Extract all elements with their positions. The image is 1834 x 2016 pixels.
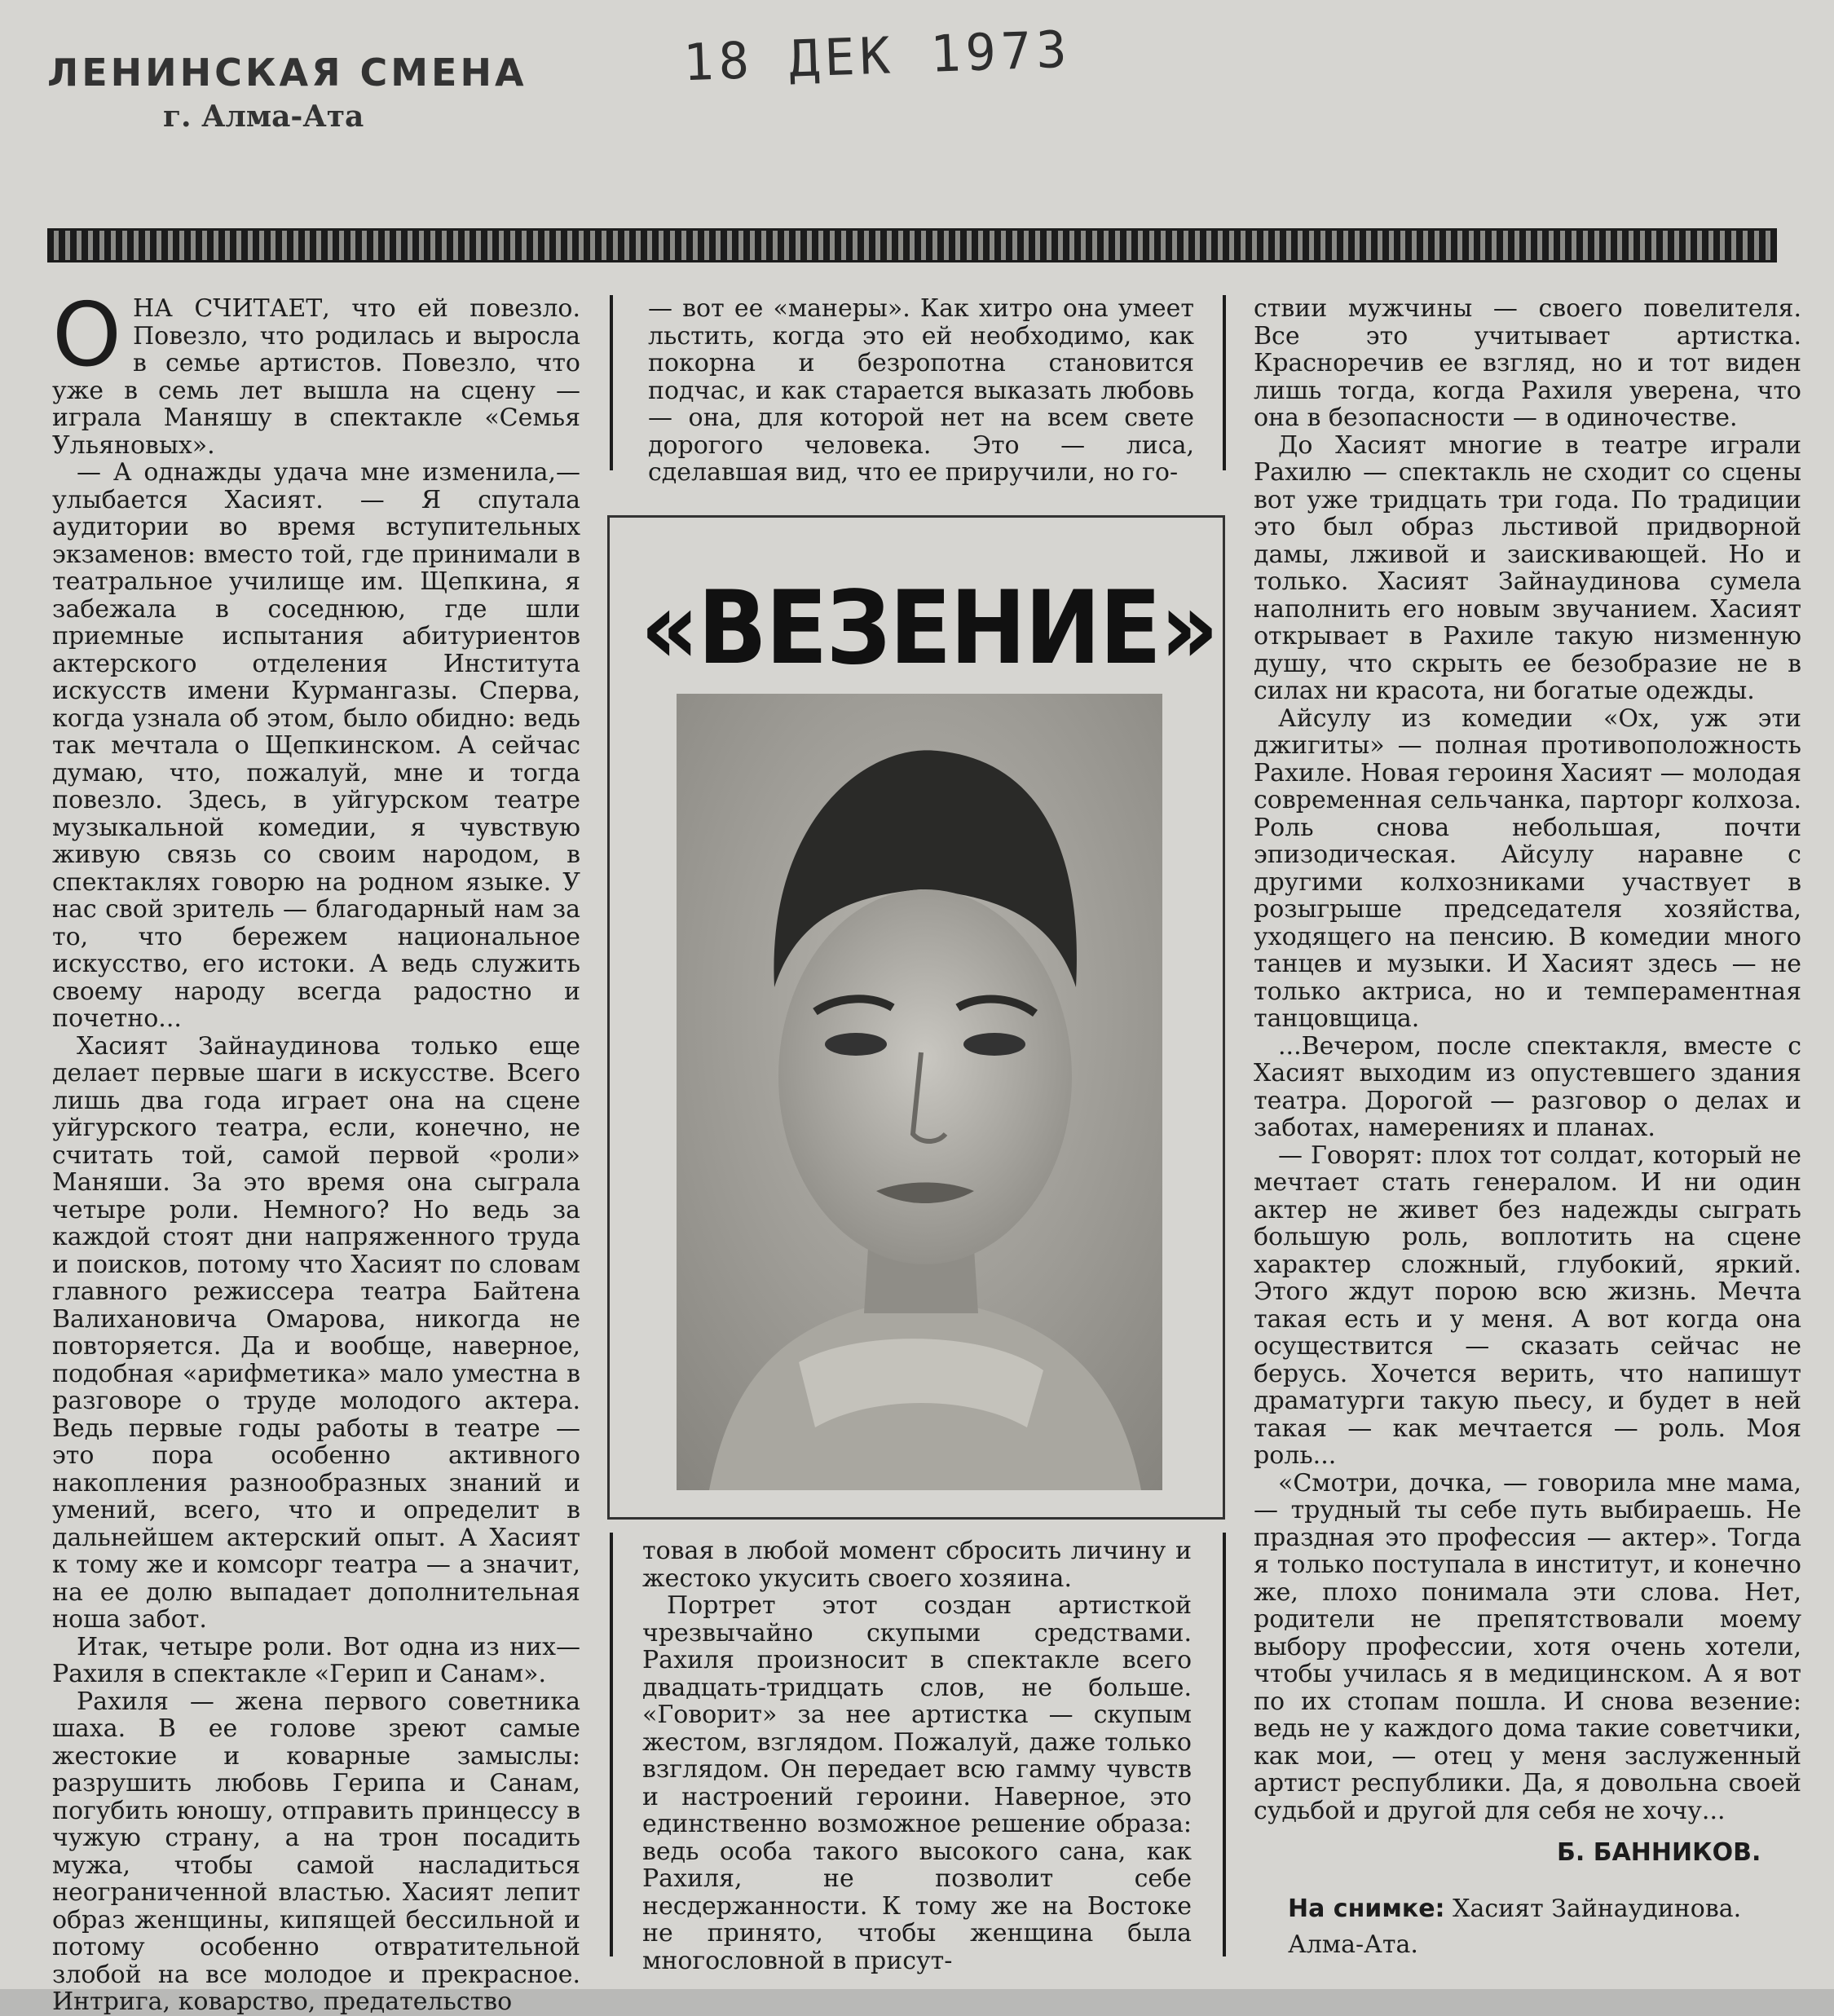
paragraph: Итак, четыре роли. Вот одна из них— Рахиля в спектакле «Герип и Санам».: [52, 1632, 580, 1688]
paragraph: Портрет этот создан артисткой чрезвычайно скупыми средствами. Рахиля произносит в спектакле всего двадцать-тридцать слов, не больше. «Говорит» за нее артистка — скупым жестом, взглядом. Пожалуй, даже только взглядом. Он передает всю гамму чувств и настроений героини. Наверное, это единственно возможное решение образа: ведь особа такого высокого сана, как Рахиля, не позволит себе несдержанности. К тому же на Востоке не принято, чтобы женщина была многословной в присут-: [642, 1591, 1192, 1975]
drop-cap: О: [52, 285, 122, 386]
paragraph: — А однажды удача мне изменила,— улыбается Хасият. — Я спутала аудитории во время вступительных экзаменов: вместо той, где принимали в театральное училище им. Щепкина, я забежала в соседнюю, где шли приемные испытания абитуриентов актерского отделения Института искусств имени Курмангазы. Сперва, когда узнала об этом, было обидно: ведь так мечтала о Щепкинском. А сейчас думаю, что, пожалуй, мне и тогда повезло. Здесь, в уйгурском театре музыкальной комедии, я чувствую живую связь со своим народом, в спектаклях говорю на родном языке. У нас свой зритель — благодарный нам за то, что бережем национальное искусство, его истоки. А ведь служить своему народу всегда радостно и почетно...: [52, 458, 580, 1033]
paragraph: товая в любой момент сбросить личину и жестоко укусить своего хозяина.: [642, 1537, 1192, 1593]
paragraph: — Говорят: плох тот солдат, который не мечтает стать генералом. И ни один актер не живет без надежды сыграть большую роль, воплотить на сцене характер сложный, глубокий, яркий. Этого ждут порою всю жизнь. Мечта такая есть и у меня. А вот когда она осуществится — сказать сейчас не берусь. Хочется верить, что напишут драматурги такую пьесу, и будет в ней такая — как мечтается — роль. Моя роль...: [1254, 1140, 1801, 1470]
author-signature: Б. БАННИКОВ.: [1557, 1838, 1761, 1867]
paragraph: НА СЧИТАЕТ, что ей повезло. Повезло, что родилась и выросла в семье артистов. Повезло, что уже в семь лет вышла на сцену — играла Маняшу в спектакле «Семья Ульяновых».: [52, 294, 580, 460]
caption-text: Хасият Зайнаудинова. Алма-Ата.: [1288, 1895, 1742, 1959]
paragraph: ...Вечером, после спектакля, вместе с Хасият выходим из опустевшего здания театра. Дорогой — разговор о делах и заботах, намерениях и планах.: [1254, 1031, 1801, 1142]
article-column-2-top: [648, 295, 1194, 487]
article-column-2-bottom: [642, 1537, 1192, 1974]
article-column-3: [1254, 295, 1801, 1824]
portrait-photo: [677, 694, 1162, 1490]
paragraph: — вот ее «манеры». Как хитро она умеет льстить, когда это ей необходимо, как покорна и безропотна становится подчас, и как старается выказать любовь — она, для которой нет на всем свете дорогого человека. Это — лиса, сделавшая вид, что ее приручили, но го-: [648, 294, 1194, 487]
newspaper-name-stamp: ЛЕНИНСКАЯ СМЕНА: [47, 51, 527, 95]
date-stamp: 18 ДЕК 1973: [681, 19, 1073, 93]
paragraph: Хасият Зайнаудинова только еще делает первые шаги в искусстве. Всего лишь два года играет она на сцене уйгурского театра, если, конечно, не считать той, самой первой «роли» Маняши. За это время она сыграла четыре роли. Немного? Но ведь за каждой стоят дни напряженного труда и поисков, потому что Хасият по словам главного режиссера театра Байтена Валихановича Омарова, никогда не повторяется. Да и вообще, наверное, подобная «арифметика» мало уместна в разговоре о труде молодого актера. Ведь первые годы работы в театре — это пора особенно активного накопления разнообразных знаний и умений, всего, что и определит в дальнейшем актерский опыт. А Хасият к тому же и комсорг театра — а значит, на ее долю выпадает дополнительная ноша забот.: [52, 1031, 580, 1634]
photo-caption: [1288, 1891, 1810, 1963]
caption-label: На снимке:: [1288, 1895, 1445, 1923]
paragraph: До Хасият многие в театре играли Рахилю — спектакль не сходит со сцены вот уже тридцать три года. По традиции это был образ льстивой придворной дамы, лживой и заискивающей. Но и только. Хасият Зайнаудинова сумела наполнить его новым звучанием. Хасият открывает в Рахиле такую низменную душу, что скрыть ее безобразие не в силах ни красота, ни богатые одежды.: [1254, 430, 1801, 705]
paragraph: ствии мужчины — своего повелителя. Все это учитывает артистка. Красноречив ее взгляд, но и тот виден лишь тогда, когда Рахиля уверена, что она в безопасности — в одиночестве.: [1254, 294, 1801, 432]
paragraph: «Смотри, дочка, — говорила мне мама, — трудный ты себе путь выбираешь. Не праздная это профессия — актер». Тогда я только поступала в институт, и конечно же, плохо понимала эти слова. Нет, родители не препятствовали моему выбору профессии, хотя очень хотели, чтобы училась я в медицинском. А я вот по их стопам пошла. И снова везение: ведь не у каждого дома такие советчики, как мои, — отец у меня заслуженный артист республики. Да, я довольна своей судьбой и другой для себя не хочу...: [1254, 1468, 1801, 1825]
column-divider: [610, 295, 613, 470]
decorative-rule-bar: [47, 228, 1777, 262]
portrait-illustration: [677, 694, 1162, 1490]
column-divider: [610, 1533, 613, 1956]
paragraph: Айсулу из комедии «Ох, уж эти джигиты» — полная противоположность Рахиле. Новая героиня Хасият — молодая современная сельчанка, парторг колхоза. Роль снова небольшая, почти эпизодическая. Айсулу наравне с другими колхозниками участвует в розыгрыше председателя хозяйства, уходящего на пенсию. В комедии много танцев и музыки. И Хасият здесь — не только актриса, но и темпераментная танцовщица.: [1254, 704, 1801, 1033]
column-divider: [1223, 1533, 1226, 1956]
city-stamp: г. Алма-Ата: [163, 99, 364, 134]
paragraph: Рахиля — жена первого советника шаха. В ее голове зреют самые жестокие и коварные замыслы: разрушить любовь Герипа и Санам, погубить юношу, отправить принцессу в чужую страну, а на трон посадить мужа, чтобы самой насладиться неограниченной властью. Хасият лепит образ женщины, кипящей бессильной и потому особенно отвратительной злобой на все молодое и прекрасное. Интрига, коварство, предательство: [52, 1687, 580, 2016]
article-headline: «ВЕЗЕНИЕ»: [640, 570, 1218, 687]
column-divider: [1223, 295, 1226, 470]
article-column-1: [52, 285, 580, 2016]
headline-photo-box: [607, 515, 1225, 1520]
